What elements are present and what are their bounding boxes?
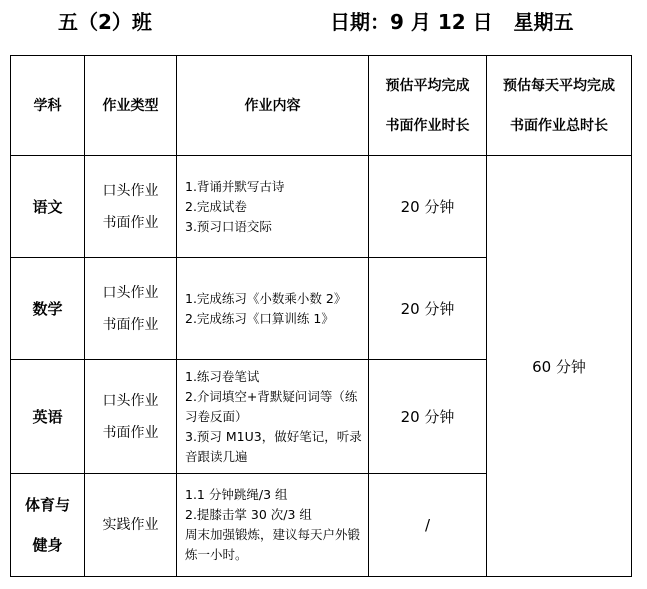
content-line: 3.预习 M1U3，做好笔记，听录音跟读几遍 <box>185 428 362 464</box>
header-type: 作业类型 <box>85 56 177 156</box>
content-line: 1.1 分钟跳绳/3 组 <box>185 487 288 502</box>
content-line: 3.预习口语交际 <box>185 218 272 234</box>
date-text: 日期：9 月 12 日 星期五 <box>330 10 574 34</box>
subject-cell <box>11 156 85 258</box>
type-cell <box>85 156 177 258</box>
type-cell <box>85 258 177 360</box>
content-line: 2.完成试卷 <box>185 198 247 214</box>
header-total-time-line2: 书面作业总时长 <box>510 117 608 134</box>
duration-cell: 20 分钟 <box>369 258 487 360</box>
header-avg-time <box>369 56 487 156</box>
content-line: 2.完成练习《口算训练 1》 <box>185 310 334 326</box>
subject-cell <box>11 474 85 577</box>
type-cell <box>85 474 177 577</box>
type-label: 书面作业 <box>102 424 159 441</box>
content-line: 2.提膝击掌 30 次/3 组 <box>185 507 312 522</box>
content-line: 1.练习卷笔试 <box>185 368 260 384</box>
subject-label: 健身 <box>32 536 63 554</box>
duration-cell: 20 分钟 <box>369 156 487 258</box>
content-line: 1.背诵并默写古诗 <box>185 178 285 194</box>
type-label: 口头作业 <box>102 392 159 409</box>
type-label: 口头作业 <box>102 284 159 301</box>
content-cell <box>177 258 369 360</box>
content-cell <box>177 474 369 577</box>
subject-label: 语文 <box>32 197 63 216</box>
subject-cell <box>11 258 85 360</box>
homework-table <box>10 55 632 577</box>
duration-cell: / <box>369 474 487 577</box>
total-duration-cell: 60 分钟 <box>487 156 632 577</box>
subject-cell <box>11 360 85 474</box>
header-avg-time-line2: 书面作业时长 <box>385 117 470 134</box>
header-avg-time-line1: 预估平均完成 <box>385 77 470 94</box>
subject-label: 英语 <box>32 407 63 426</box>
subject-label: 体育与 <box>24 496 70 514</box>
header-total-time <box>487 56 632 156</box>
header-subject: 学科 <box>11 56 85 156</box>
header-row <box>11 56 632 156</box>
table-row <box>11 156 632 258</box>
type-label: 口头作业 <box>102 182 159 199</box>
subject-label: 数学 <box>32 299 63 318</box>
content-line: 2.介词填空+背默疑问词等（练习卷反面） <box>185 388 358 424</box>
type-label: 书面作业 <box>102 316 159 333</box>
content-line: 周末加强锻炼，建议每天户外锻炼一小时。 <box>185 527 361 562</box>
type-label: 实践作业 <box>102 517 159 533</box>
content-cell <box>177 360 369 474</box>
header-total-time-line1: 预估每天平均完成 <box>503 77 615 94</box>
type-label: 书面作业 <box>102 214 159 231</box>
duration-cell: 20 分钟 <box>369 360 487 474</box>
class-title: 五（2）班 <box>58 10 152 34</box>
content-line: 1.完成练习《小数乘小数 2》 <box>185 290 347 306</box>
type-cell <box>85 360 177 474</box>
header-content: 作业内容 <box>177 56 369 156</box>
content-cell <box>177 156 369 258</box>
